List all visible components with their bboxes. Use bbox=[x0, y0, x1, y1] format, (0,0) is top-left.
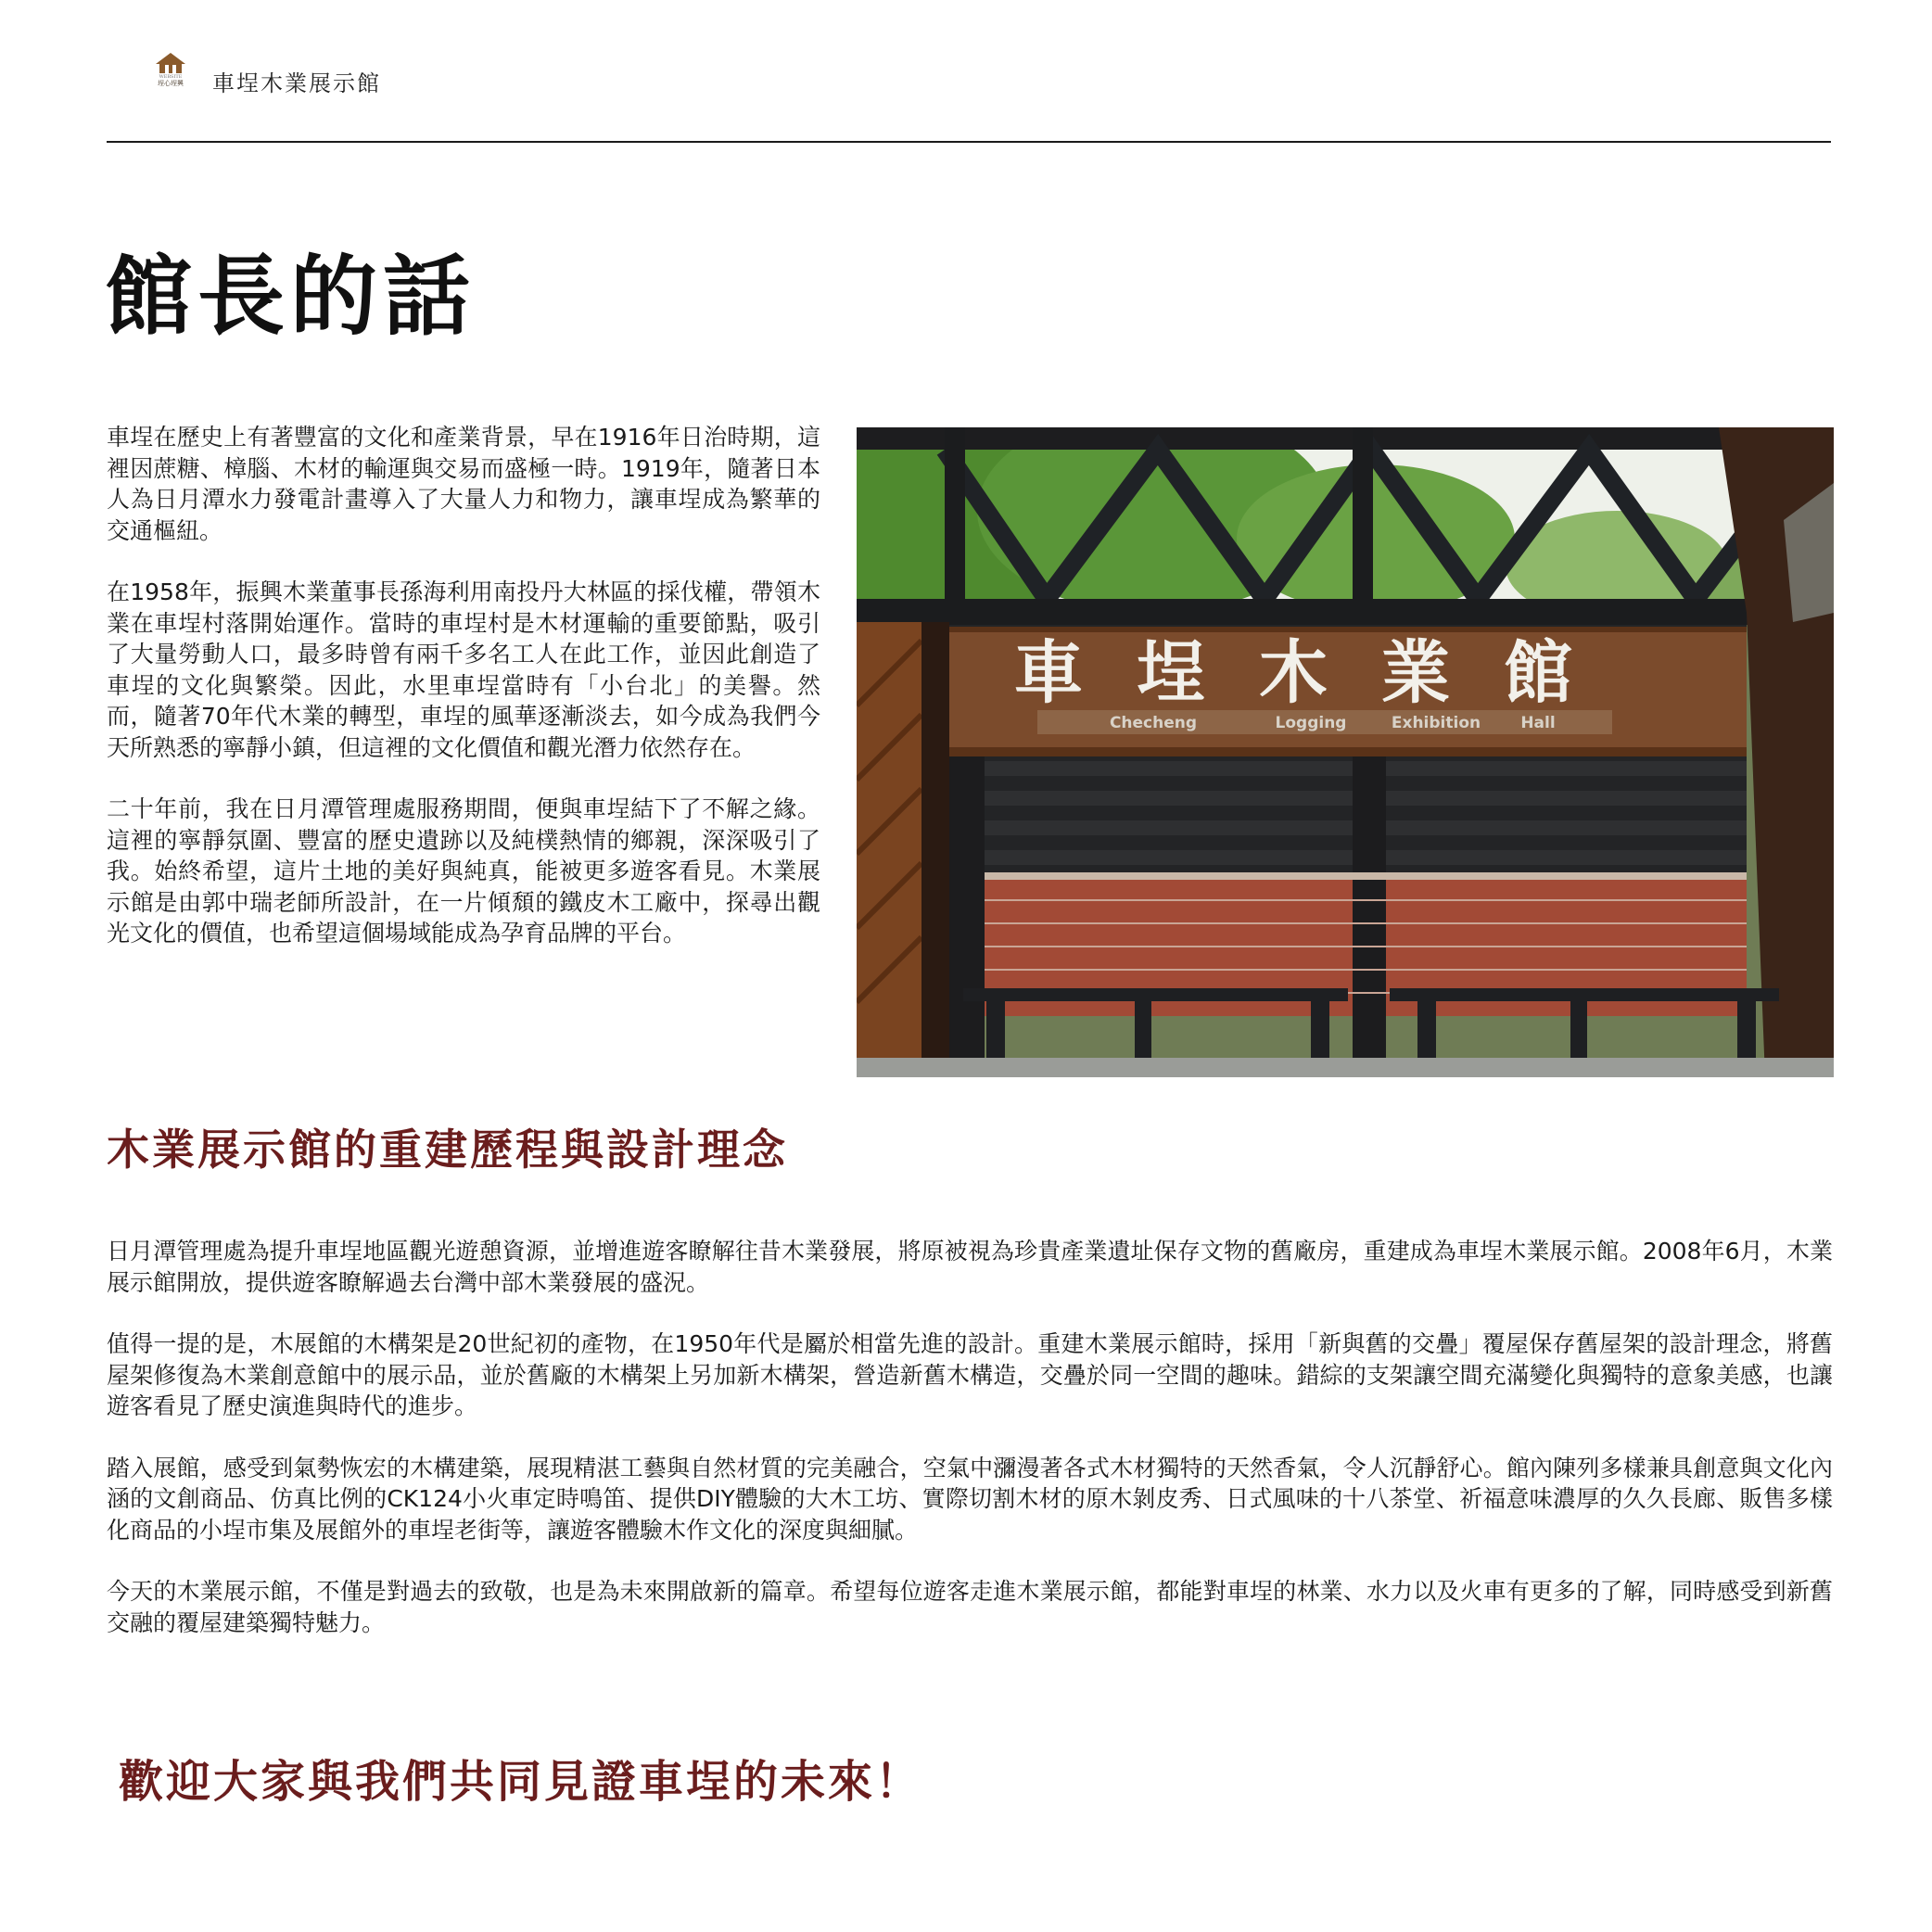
site-name[interactable]: 車埕木業展示館 bbox=[212, 70, 381, 96]
sign-character: 車埕木業館 bbox=[1014, 633, 1626, 713]
intro-paragraph: 二十年前，我在日月潭管理處服務期間，便與車埕結下了不解之緣。這裡的寧靜氛圍、豐富的歷史遺跡以及純樸熱情的鄉親，深深吸引了我。始終希望，這片土地的美好與純真，能被更多遊客看見。木業展示館是由郭中瑞老師所設計，在一片傾頹的鐵皮木工廠中，探尋出觀光文化的價值，也希望這個場域能成為孕育品牌的平台。 bbox=[107, 795, 820, 947]
sign-word: Hall bbox=[1520, 714, 1556, 732]
museum-facade-illustration bbox=[857, 427, 1834, 1077]
house-logo-icon bbox=[155, 52, 186, 74]
sign-word: Exhibition bbox=[1391, 714, 1481, 732]
museum-photo bbox=[857, 427, 1834, 1077]
body-paragraph: 日月潭管理處為提升車埕地區觀光遊憩資源，並增進遊客瞭解往昔木業發展，將原被視為珍貴產業遺址保存文物的舊廠房，重建成為車埕木業展示館。2008年6月，木業展示館開放，提供遊客瞭解過去台灣中部木業發展的盛況。 bbox=[107, 1238, 1833, 1296]
header-divider bbox=[107, 141, 1831, 143]
section-title: 木業展示館的重建歷程與設計理念 bbox=[107, 1125, 788, 1175]
site-header bbox=[144, 51, 381, 110]
logo-sub-text: WEBSITE bbox=[159, 74, 183, 80]
intro-paragraph: 在1958年，振興木業董事長孫海利用南投丹大林區的採伐權，帶領木業在車埕村落開始運作。當時的車埕村是木材運輸的重要節點，吸引了大量勞動人口，最多時曾有兩千多名工人在此工作，並因此創造了車埕的文化與繁榮。因此，水里車埕當時有「小台北」的美譽。然而，隨著70年代木業的轉型，車埕的風華逐漸淡去，如今成為我們今天所熟悉的寧靜小鎮，但這裡的文化價值和觀光潛力依然存在。 bbox=[107, 578, 820, 761]
logo-text: 埕心埕興 bbox=[158, 80, 184, 87]
body-paragraph: 值得一提的是，木展館的木構架是20世紀初的產物，在1950年代是屬於相當先進的設計。重建木業展示館時，採用「新與舊的交疊」覆屋保存舊屋架的設計理念，將舊屋架修復為木業創意館中的展示品，並於舊廠的木構架上另加新木構架，營造新舊木構造，交疊於同一空間的趣味。錯綜的支架讓空間充滿變化與獨特的意象美感，也讓遊客看見了歷史演進與時代的進步。 bbox=[107, 1330, 1833, 1419]
body-text bbox=[107, 1236, 1833, 1669]
intro-paragraph: 車埕在歷史上有著豐富的文化和產業背景，早在1916年日治時期，這裡因蔗糖、樟腦、木材的輸運與交易而盛極一時。1919年，隨著日本人為日月潭水力發電計畫導入了大量人力和物力，讓車埕成為繁華的交通樞紐。 bbox=[107, 424, 820, 544]
intro-text bbox=[107, 422, 820, 980]
sign-word: Logging bbox=[1275, 714, 1347, 732]
brand-logo[interactable] bbox=[144, 52, 197, 109]
body-paragraph: 今天的木業展示館，不僅是對過去的致敬，也是為未來開啟新的篇章。希望每位遊客走進木業展示館，都能對車埕的林業、水力以及火車有更多的了解，同時感受到新舊交融的覆屋建築獨特魅力。 bbox=[107, 1578, 1833, 1636]
body-paragraph: 踏入展館，感受到氣勢恢宏的木構建築，展現精湛工藝與自然材質的完美融合，空氣中瀰漫著各式木材獨特的天然香氣，令人沉靜舒心。館內陳列多樣兼具創意與文化內涵的文創商品、仿真比例的CK124小火車定時鳴笛、提供DIY體驗的大木工坊、實際切割木材的原木剝皮秀、日式風味的十八茶堂、祈福意味濃厚的久久長廊、販售多樣化商品的小埕市集及展館外的車埕老街等，讓遊客體驗木作文化的深度與細膩。 bbox=[107, 1454, 1833, 1544]
closing-message: 歡迎大家與我們共同見證車埕的未來！ bbox=[119, 1756, 923, 1808]
sign-word: Checheng bbox=[1109, 714, 1198, 732]
page-title: 館長的話 bbox=[105, 246, 477, 348]
